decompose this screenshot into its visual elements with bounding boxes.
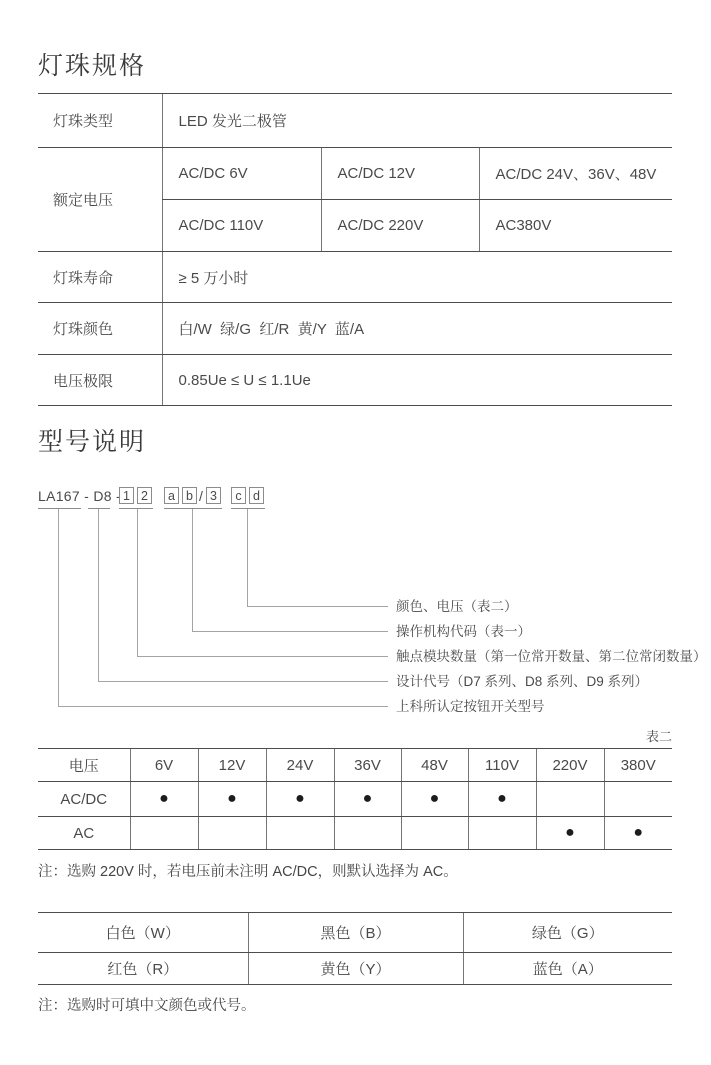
code-underline-series [88,508,110,509]
availability-dot-cell: ● [536,817,604,850]
code-slash: / [199,488,203,504]
voltage-header-cell: 24V [266,749,334,782]
availability-dot-cell: ● [468,782,536,817]
color-code-table [38,912,672,985]
voltage-header-cell: 110V [468,749,536,782]
code-box-d: d [249,487,264,504]
availability-dot-cell: ● [266,782,334,817]
availability-dot-cell: ● [604,817,672,850]
spec-row-color [38,303,672,355]
spec-row-color-label: 灯珠颜色 [38,303,162,355]
callout-line-vertical [247,509,248,606]
code-underline-base [38,508,81,509]
callout-label-design-code: 设计代号（D7 系列、D8 系列、D9 系列） [396,674,649,689]
voltage-header-cell: 6V [130,749,198,782]
spec-row-type-label: 灯珠类型 [38,94,162,148]
color-cell-white: 白色（W） [38,913,248,953]
voltage-header-cell: 380V [604,749,672,782]
voltage-header-cell: 12V [198,749,266,782]
color-table-row [38,953,672,985]
voltage-header-cell: 220V [536,749,604,782]
availability-dot-cell [468,817,536,850]
spec-row-life [38,252,672,303]
spec-row-color-value: 白/W 绿/G 红/R 黄/Y 蓝/A [162,303,672,355]
spec-row-voltage-1 [38,148,672,200]
callout-line-horizontal [247,606,388,607]
callout-line-horizontal [58,706,388,707]
voltage-header-cell: 36V [334,749,401,782]
spec-row-limit-value: 0.85Ue ≤ U ≤ 1.1Ue [162,355,672,406]
color-cell-black: 黑色（B） [248,913,463,953]
callout-line-vertical [137,509,138,656]
spec-section-title: 灯珠规格 [38,52,147,80]
availability-dot-cell [130,817,198,850]
callout-label-contact-modules: 触点模块数量（第一位常开数量、第二位常闭数量） [396,649,707,664]
voltage-availability-table [38,748,672,850]
code-underline-mechanism [164,508,222,509]
spec-row-life-label: 灯珠寿命 [38,252,162,303]
voltage-row-label: AC/DC [38,782,130,817]
availability-dot-cell [266,817,334,850]
availability-dot-cell [198,817,266,850]
voltage-cell: AC/DC 220V [321,200,479,252]
voltage-cell: AC/DC 12V [321,148,479,200]
voltage-cell: AC380V [479,200,672,252]
code-box-a: a [164,487,179,504]
callout-line-horizontal [98,681,388,682]
availability-dot-cell: ● [401,782,468,817]
callout-line-vertical [58,509,59,706]
spec-row-type-value: LED 发光二极管 [162,94,672,148]
voltage-table-caption: 表二 [645,729,672,744]
availability-dot-cell [536,782,604,817]
availability-dot-cell [604,782,672,817]
code-box-c: c [231,487,246,504]
spec-row-limit-label: 电压极限 [38,355,162,406]
voltage-row-ac [38,817,672,850]
spec-row-life-value: ≥ 5 万小时 [162,252,672,303]
spec-row-voltage-label: 额定电压 [38,148,162,252]
spec-row-type [38,94,672,148]
voltage-cell: AC/DC 110V [162,200,321,252]
voltage-header-cell: 48V [401,749,468,782]
code-underline-contacts [119,508,153,509]
spec-table [38,93,672,406]
callout-label-mechanism-code: 操作机构代码（表一） [396,624,531,639]
availability-dot-cell: ● [334,782,401,817]
spec-row-limit [38,355,672,406]
callout-line-horizontal [137,656,388,657]
model-section-title: 型号说明 [38,428,147,456]
voltage-table-header-row [38,749,672,782]
callout-line-vertical [98,509,99,681]
voltage-row-acdc [38,782,672,817]
availability-dot-cell: ● [130,782,198,817]
code-box-2: 2 [137,487,152,504]
model-code-prefix: LA167 - D8 - [38,488,121,504]
color-cell-blue: 蓝色（A） [463,953,672,985]
callout-line-vertical [192,509,193,631]
color-cell-green: 绿色（G） [463,913,672,953]
voltage-row-label: AC [38,817,130,850]
code-underline-colorvolt [231,508,265,509]
availability-dot-cell [334,817,401,850]
availability-dot-cell: ● [198,782,266,817]
code-box-b: b [182,487,197,504]
color-cell-red: 红色（R） [38,953,248,985]
color-table-note: 注：选购时可填中文颜色或代号。 [38,998,256,1014]
voltage-table-note: 注：选购 220V 时，若电压前未注明 AC/DC，则默认选择为 AC。 [38,864,458,880]
code-box-1: 1 [119,487,134,504]
code-box-3: 3 [206,487,221,504]
color-table-row [38,913,672,953]
callout-label-certified-model: 上科所认定按钮开关型号 [396,699,545,714]
callout-line-horizontal [192,631,388,632]
voltage-cell: AC/DC 6V [162,148,321,200]
color-cell-yellow: 黄色（Y） [248,953,463,985]
voltage-cell: AC/DC 24V、36V、48V [479,148,672,200]
callout-label-color-voltage: 颜色、电压（表二） [396,599,518,614]
availability-dot-cell [401,817,468,850]
voltage-header-cell: 电压 [38,749,130,782]
